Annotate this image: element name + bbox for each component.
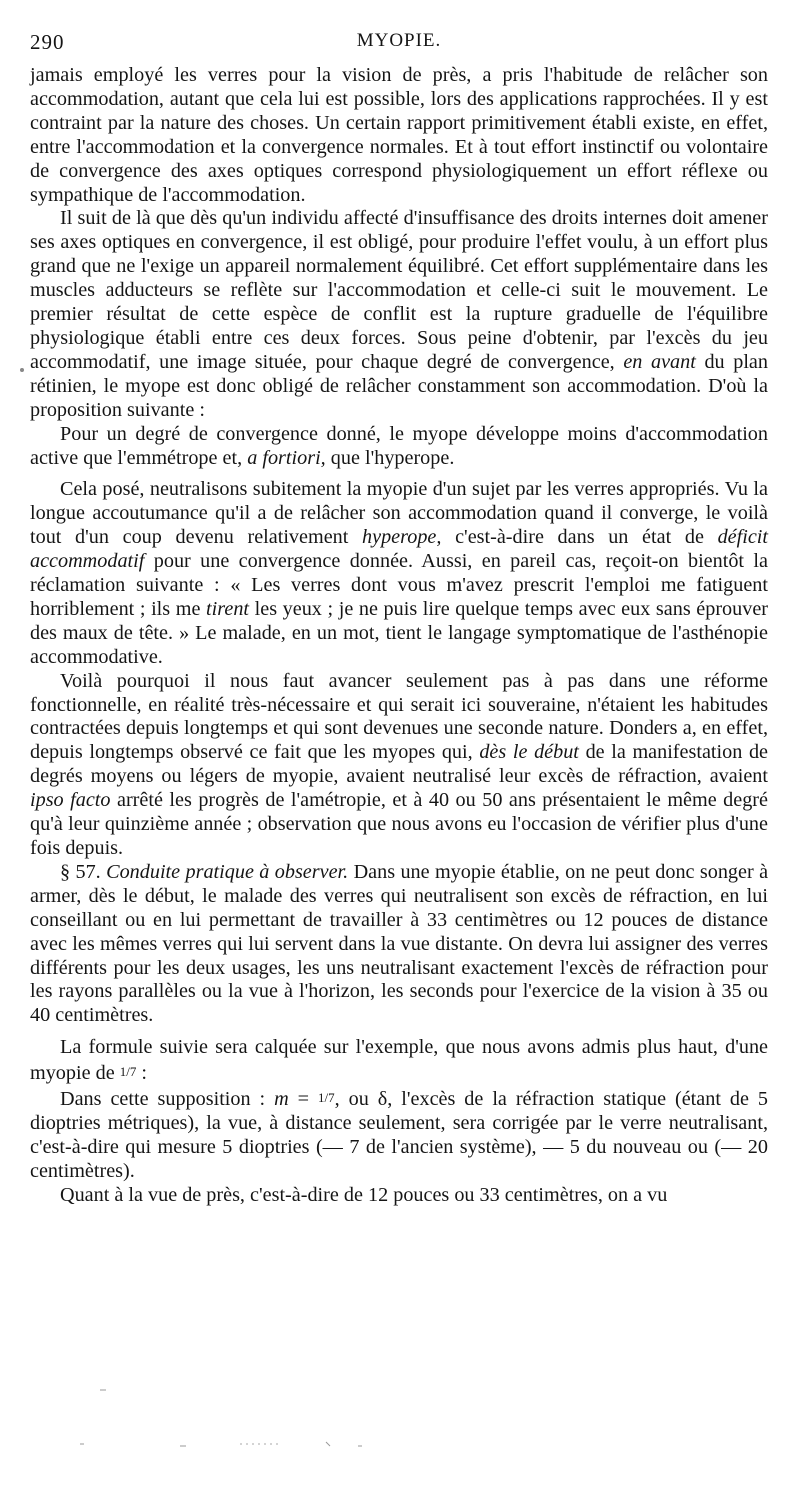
paragraph-2-italic: en avant bbox=[623, 350, 696, 373]
section-57-text: Dans une myopie établie, on ne peut donc songer à armer, dès le début, le malade des verres qui neutralisent son excès de réfraction, en lui conseillant ou en lui permettant de travailler à 33 centimètres ou 12 pouces de distance avec les mêmes verres qui lui servent dans la vue distante. On devra lui assigner des verres différents pour les deux usages, les uns neutralisant exactement l'excès de réfraction pour les rayons parallèles ou la vue à l'horizon, les seconds pour l'exercice de la vision à 35 ou 40 centimètres. bbox=[30, 860, 769, 1027]
paragraph-3 bbox=[30, 423, 768, 471]
running-title: MYOPIE. bbox=[356, 30, 442, 51]
paragraph-8-c: , ou δ, l'excès de la réfraction statique (étant de 5 dioptries métriques), la vue, à distance seulement, sera corrigée par le verre neutralisant, c'est-à-dire qui mesure 5 dioptries (— 7 de l'ancien système), — 5 du nouveau ou (— 20 centimètres). bbox=[30, 1088, 768, 1182]
paragraph-4-italic-3: tirent bbox=[206, 597, 250, 620]
paragraph-2-text: Il suit de là que dès qu'un individu affecté d'insuffisance des droits internes doit amener ses axes optiques en convergence, il est obligé, pour produire l'effet voulu, à un effort plus grand que ne l'exige un appareil normalement équilibré. Cet effort supplémentaire dans les muscles adducteurs se reflète sur l'accommodation et celle-ci suit le mouvement. Le premier résultat de cette espèce de conflit est la rupture graduelle de l'équilibre physiologique établi entre ces deux forces. Sous peine d'obtenir, par l'excès du jeu accommodatif, une image située, pour chaque degré de convergence, bbox=[30, 207, 768, 373]
scan-speck-5 bbox=[326, 1442, 330, 1446]
paragraph-8 bbox=[30, 1086, 768, 1184]
paragraph-2 bbox=[30, 207, 768, 422]
paragraph-2-rest: du plan rétinien, le myope est donc obligé de relâcher constamment son accommodation. D'où la proposition suivante : bbox=[30, 350, 768, 421]
margin-speck bbox=[20, 368, 24, 372]
paragraph-1-text: jamais employé les verres pour la vision de près, a pris l'habitude de relâcher son accommodation, autant que cela lui est possible, lors des applications rapprochées. Il y est contraint par la nature des choses. Un certain rapport primitivement établi existe, en effet, entre l'accommodation et la convergence normales. Et à tout effort instinctif ou volontaire de convergence des axes optiques correspond physiologiquement un effort réflexe ou sympathique de l'accommodation. bbox=[30, 64, 768, 206]
paragraph-5-italic-2: ipso facto bbox=[30, 789, 111, 812]
paragraph-5 bbox=[30, 670, 768, 861]
paragraph-7 bbox=[30, 1036, 768, 1086]
paragraph-9 bbox=[30, 1184, 768, 1208]
paragraph-5-italic-1: dès le début bbox=[479, 741, 579, 764]
variable-m: m bbox=[274, 1088, 289, 1111]
paragraph-3-b: que l'hyperope. bbox=[330, 446, 455, 469]
page-number: 290 bbox=[30, 30, 65, 54]
paragraph-7-b: : bbox=[141, 1062, 147, 1085]
page-header bbox=[30, 30, 768, 56]
paragraph-9-text: Quant à la vue de près, c'est-à-dire de 12 pouces ou 33 centimètres, on a vu bbox=[60, 1183, 668, 1206]
paragraph-8-a: Dans cette supposition : bbox=[60, 1088, 266, 1111]
paragraph-4-d: les yeux ; je ne puis lire quelque temps avec eux sans éprouver des maux de tête. » Le malade, en un mot, tient le langage symptomatique de l'asthénopie accommodative. bbox=[30, 597, 769, 668]
paragraph-5-a: Voilà pourquoi il nous faut avancer seulement pas à pas dans une réforme fonctionnelle, en réalité très-nécessaire et qui serait ici souveraine, n'étaient les habitudes contractées depuis longtemps et qui sont devenues une seconde nature. Donders a, en effet, depuis longtemps observé ce fait que les myopes qui, bbox=[30, 669, 768, 764]
section-57-paragraph bbox=[30, 861, 768, 1028]
fraction-1-7: 1/7 bbox=[119, 1064, 137, 1080]
paragraph-3-a: Pour un degré de convergence donné, le myope développe moins d'accommodation active que l'emmétrope et, bbox=[30, 422, 768, 469]
equals-sign: = bbox=[297, 1088, 310, 1111]
fraction-1-7-b: 1/7 bbox=[318, 1090, 335, 1106]
paragraph-5-c: arrêté les progrès de l'amétropie, et à 40 ou 50 ans présentaient le même degré qu'à leur quinzième année ; observation que nous avons eu l'occasion de vérifier plus d'une fois depuis. bbox=[30, 789, 768, 859]
paragraph-4-a: Cela posé, neutralisons subitement la myopie d'un sujet par les verres appropriés. Vu la longue accoutumance qu'il a de relâcher son accommodation quand il converge, le voilà tout d'un coup devenu relativement bbox=[30, 478, 768, 549]
paragraph-1 bbox=[30, 64, 768, 207]
paragraph-7-a: La formule suivie sera calquée sur l'exemple, que nous avons admis plus haut, d'une myopie de bbox=[30, 1036, 768, 1085]
text-body bbox=[30, 64, 768, 1208]
paragraph-4 bbox=[30, 478, 768, 669]
section-heading: Conduite pratique à observer. bbox=[106, 860, 349, 883]
paragraph-5-b: de la manifestation de degrés moyens ou légers de myopie, avaient neutralisé leur excès de réfraction, avaient bbox=[30, 741, 769, 788]
paragraph-3-italic: a fortiori, bbox=[247, 446, 326, 469]
paragraph-4-italic-1: hyperope, bbox=[362, 526, 442, 549]
section-number: § 57. bbox=[60, 860, 101, 883]
paragraph-4-italic-2: déficit accommodatif bbox=[30, 526, 769, 573]
paragraph-4-b: c'est-à-dire dans un état de bbox=[455, 526, 704, 549]
paragraph-4-c: pour une convergence donnée. Aussi, en pareil cas, reçoit-on bientôt la réclamation suivante : « Les verres dont vous m'avez prescrit l'emploi me fatiguent horriblement ; ils me bbox=[30, 550, 768, 620]
